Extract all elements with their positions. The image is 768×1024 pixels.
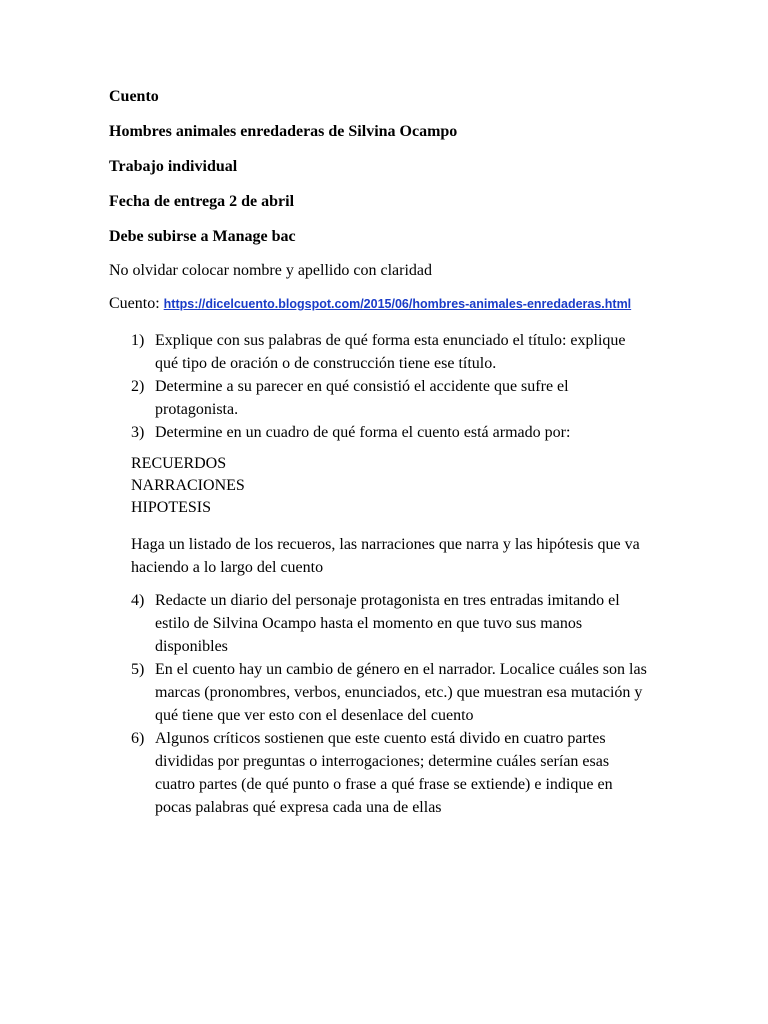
due-date: Fecha de entrega 2 de abril [109,193,295,210]
question-text: Redacte un diario del personaje protagonista en tres entradas imitando el estilo de Silvina Ocampo hasta el momento en que tuvo sus manos disponibles [155,592,620,655]
question-number: 6) [131,730,145,747]
question-number: 2) [131,378,145,395]
question-list-a [131,329,651,444]
work-type: Trabajo individual [109,158,238,175]
category-narraciones: NARRACIONES [131,477,245,494]
question-number: 5) [131,661,145,678]
question-text: En el cuento hay un cambio de género en el narrador. Localice cuáles son las marcas (pronombres, verbos, enunciados, etc.) que muestran esa mutación y qué tiene que ver esto con el desenlace del cuento [155,661,647,724]
question-text: Explique con sus palabras de qué forma esta enunciado el título: explique qué tipo de oración o de construcción tiene ese título. [155,332,626,372]
question-item [131,727,651,819]
upload-instruction: Debe subirse a Manage bac [109,228,296,245]
category-hipotesis: HIPOTESIS [131,499,212,516]
story-link[interactable]: https://dicelcuento.blogspot.com/2015/06/hombres-animales-enredaderas.html [163,297,632,311]
question-number: 1) [131,332,145,349]
question-item [131,658,651,727]
question-text: Algunos críticos sostienen que este cuento está divido en cuatro partes divididas por preguntas o interrogaciones; determine cuáles serían esas cuatro partes (de qué punto o frase a qué frase se extiende) e indique en pocas palabras qué expresa cada una de ellas [155,730,613,816]
category-recuerdos: RECUERDOS [131,455,227,472]
name-reminder: No olvidar colocar nombre y apellido con claridad [109,262,432,279]
listing-instruction: Haga un listado de los recueros, las narraciones que narra y las hipótesis que va haciendo a lo largo del cuento [131,536,640,576]
story-link-row [109,294,631,314]
question-item [131,329,651,375]
question-text: Determine en un cuadro de qué forma el cuento está armado por: [155,424,571,441]
question-item [131,589,651,658]
question-list-b [131,589,651,819]
question-number: 3) [131,424,145,441]
question-item [131,375,651,421]
story-title: Hombres animales enredaderas de Silvina Ocampo [109,123,458,140]
question-number: 4) [131,592,145,609]
doc-title: Cuento [109,88,159,105]
story-link-label: Cuento: [109,295,160,312]
question-item [131,421,651,444]
question-text: Determine a su parecer en qué consistió el accidente que sufre el protagonista. [155,378,569,418]
